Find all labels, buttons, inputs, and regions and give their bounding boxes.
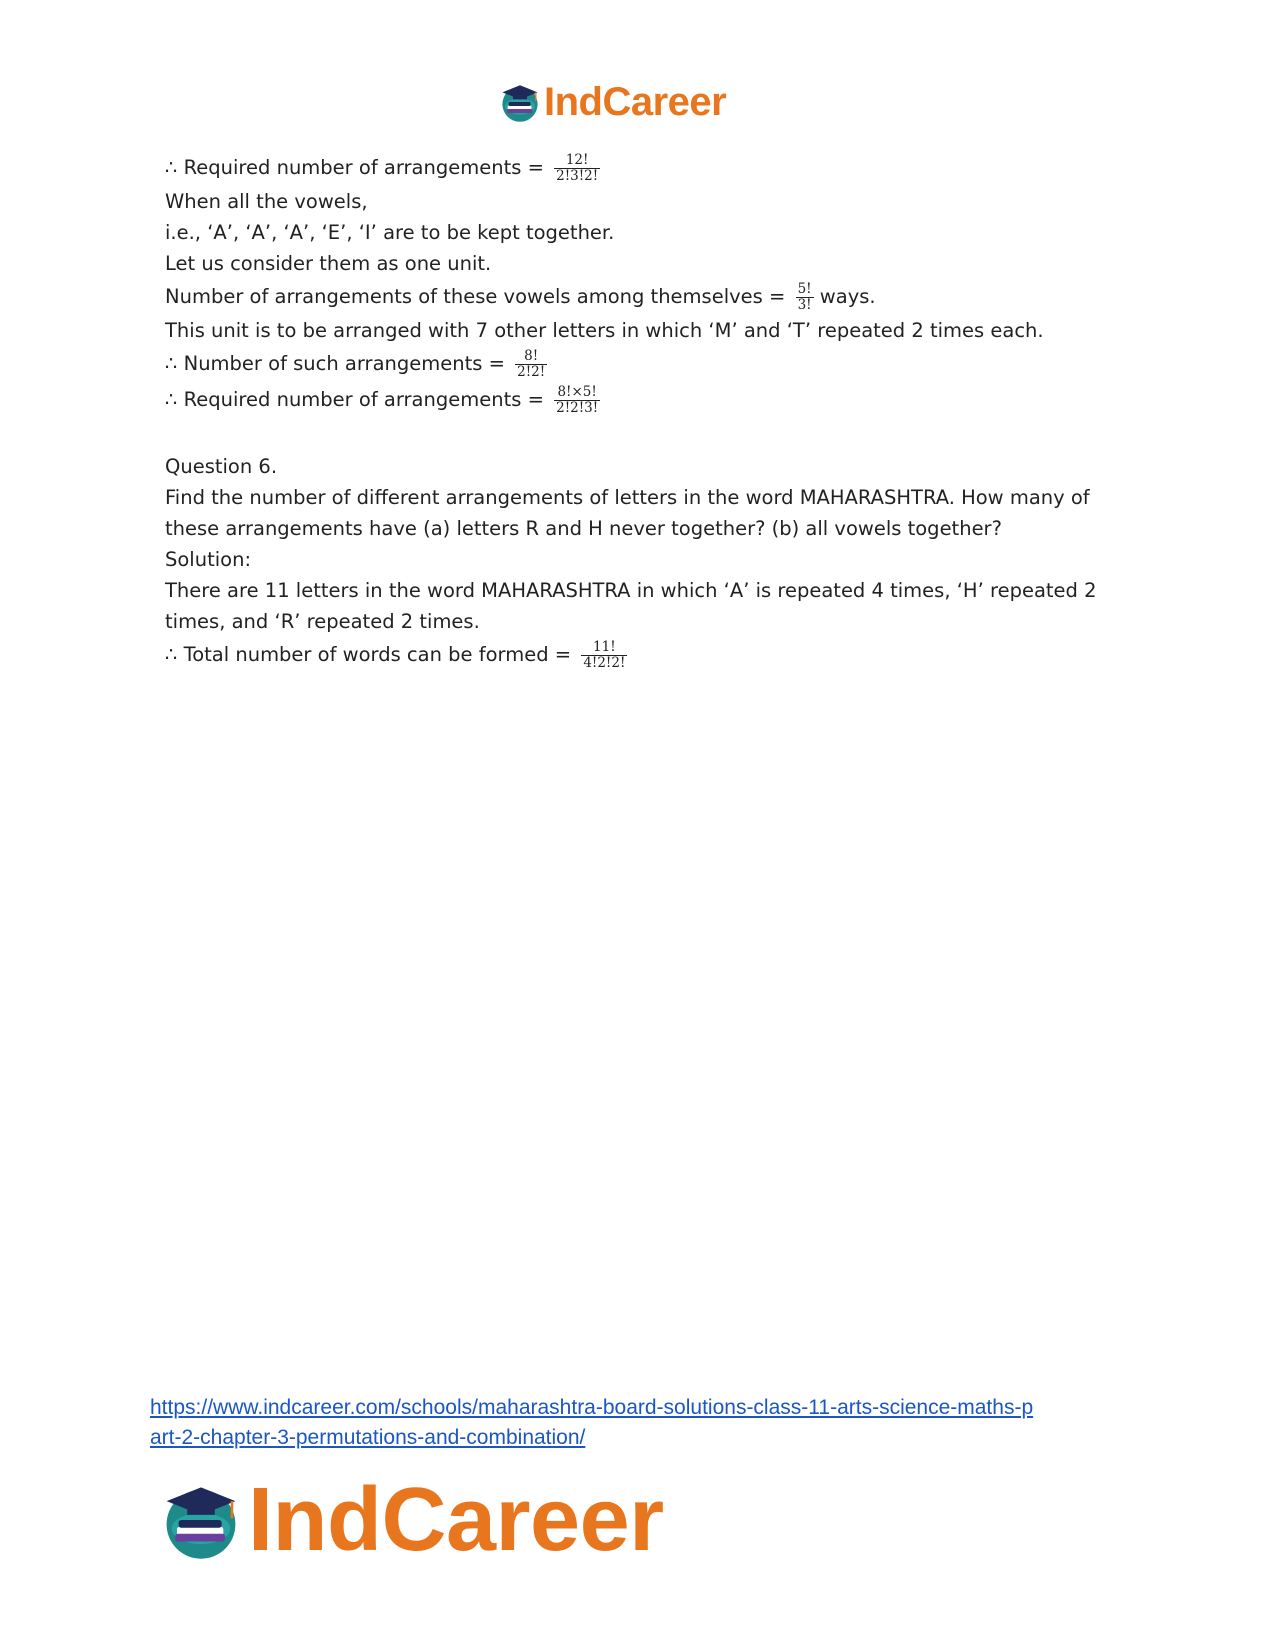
fraction: $\frac{8!\times 5!}{2!2!3!}$ xyxy=(556,384,599,416)
fraction: $\frac{8!}{2!2!}$ xyxy=(517,348,546,380)
solution-text: times, and ‘R’ repeated 2 times. xyxy=(165,610,480,633)
text-line: When all the vowels, xyxy=(165,190,368,213)
graduation-cap-globe-icon xyxy=(498,80,542,124)
fraction: $\frac{12!}{2!3!2!}$ xyxy=(556,152,599,184)
question-text: these arrangements have (a) letters R and H never together? (b) all vowels together? xyxy=(165,517,1002,540)
question-text: Find the number of different arrangements of letters in the word MAHARASHTRA. How many of xyxy=(165,486,1090,509)
solution-content xyxy=(165,150,1125,673)
solution-label: Solution: xyxy=(165,548,252,571)
text-line: ∴ Number of such arrangements = $\frac{8!}{2!2!}$ xyxy=(165,348,546,380)
brand-name: IndCareer xyxy=(248,1470,664,1570)
text-line: i.e., ‘A’, ‘A’, ‘A’, ‘E’, ‘I’ are to be kept together. xyxy=(165,221,615,244)
source-url-link[interactable]: https://www.indcareer.com/schools/maharashtra-board-solutions-class-11-arts-science-maths-p art-2-chapter-3-permutations-and-combination/ xyxy=(150,1396,1034,1449)
fraction: $\frac{11!}{4!2!2!}$ xyxy=(583,639,626,671)
brand-name: IndCareer xyxy=(544,80,727,124)
header-logo xyxy=(498,78,726,126)
fraction: $\frac{5!}{3!}$ xyxy=(797,281,812,313)
text-line: ∴ Required number of arrangements = $\frac{12!}{2!3!2!}$ xyxy=(165,152,599,184)
question-title: Question 6. xyxy=(165,455,278,478)
solution-text: There are 11 letters in the word MAHARASHTRA in which ‘A’ is repeated 4 times, ‘H’ repeated 2 xyxy=(165,579,1097,602)
graduation-cap-globe-icon xyxy=(158,1477,244,1563)
footer-logo xyxy=(158,1470,664,1570)
text-line: Number of arrangements of these vowels among themselves = $\frac{5!}{3!}$ ways. xyxy=(165,281,876,313)
solution-text: ∴ Total number of words can be formed = $\frac{11!}{4!2!2!}$ xyxy=(165,639,626,671)
text-line: Let us consider them as one unit. xyxy=(165,252,492,275)
text-line: This unit is to be arranged with 7 other letters in which ‘M’ and ‘T’ repeated 2 times each. xyxy=(165,319,1044,342)
text-line: ∴ Required number of arrangements = $\frac{8!\times 5!}{2!2!3!}$ xyxy=(165,384,599,416)
